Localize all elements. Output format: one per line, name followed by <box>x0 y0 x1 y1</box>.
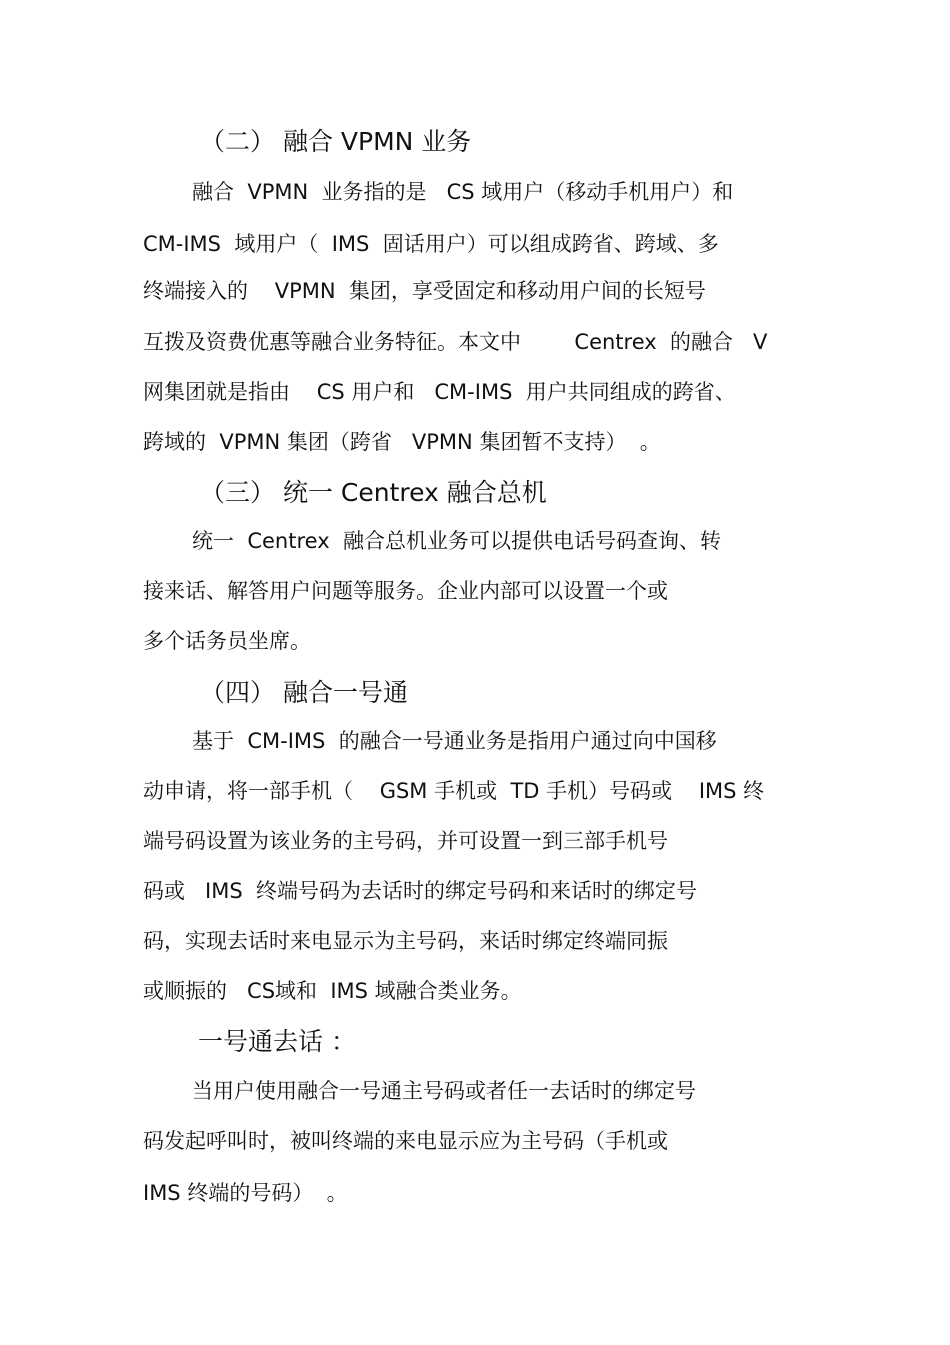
paragraph-line: 或顺振的 CS域和 IMS 域融合类业务。 <box>143 979 522 1003</box>
paragraph-line: 码发起呼叫时，被叫终端的来电显示应为主号码（手机或 <box>143 1129 668 1153</box>
paragraph-line: 网集团就是指由 CS 用户和 CM-IMS 用户共同组成的跨省、 <box>143 380 736 404</box>
paragraph-line: 基于 CM-IMS 的融合一号通业务是指用户通过向中国移 <box>192 729 717 753</box>
subsection-heading-outgoing: 一号通去话 ： <box>198 1027 356 1056</box>
paragraph-line: 多个话务员坐席。 <box>143 629 311 653</box>
section-heading-centrex: （三） 统一 Centrex 融合总机 <box>200 478 547 507</box>
paragraph-line: 动申请，将一部手机（ GSM 手机或 TD 手机）号码或 IMS 终 <box>143 779 765 803</box>
paragraph-line: 互拨及资费优惠等融合业务特征。本文中 Centrex 的融合 V <box>143 330 768 354</box>
paragraph-line: 跨域的 VPMN 集团（跨省 VPMN 集团暂不支持） 。 <box>143 430 661 454</box>
paragraph-line: 码，实现去话时来电显示为主号码，来话时绑定终端同振 <box>143 929 668 953</box>
paragraph-line: 端号码设置为该业务的主号码，并可设置一到三部手机号 <box>143 829 668 853</box>
section-heading-one-number: （四） 融合一号通 <box>200 678 408 707</box>
paragraph-line: 融合 VPMN 业务指的是 CS 域用户（移动手机用户）和 <box>192 180 734 204</box>
paragraph-line: 接来话、解答用户问题等服务。企业内部可以设置一个或 <box>143 579 668 603</box>
paragraph-line: CM-IMS 域用户（ IMS 固话用户）可以组成跨省、跨域、多 <box>143 232 719 256</box>
paragraph-line: IMS 终端的号码） 。 <box>143 1181 348 1205</box>
section-heading-vpmn: （二） 融合 VPMN 业务 <box>200 127 472 156</box>
paragraph-line: 码或 IMS 终端号码为去话时的绑定号码和来话时的绑定号 <box>143 879 698 903</box>
paragraph-line: 当用户使用融合一号通主号码或者任一去话时的绑定号 <box>192 1079 696 1103</box>
paragraph-line: 终端接入的 VPMN 集团，享受固定和移动用户间的长短号 <box>143 279 706 303</box>
paragraph-line: 统一 Centrex 融合总机业务可以提供电话号码查询、转 <box>192 529 721 553</box>
